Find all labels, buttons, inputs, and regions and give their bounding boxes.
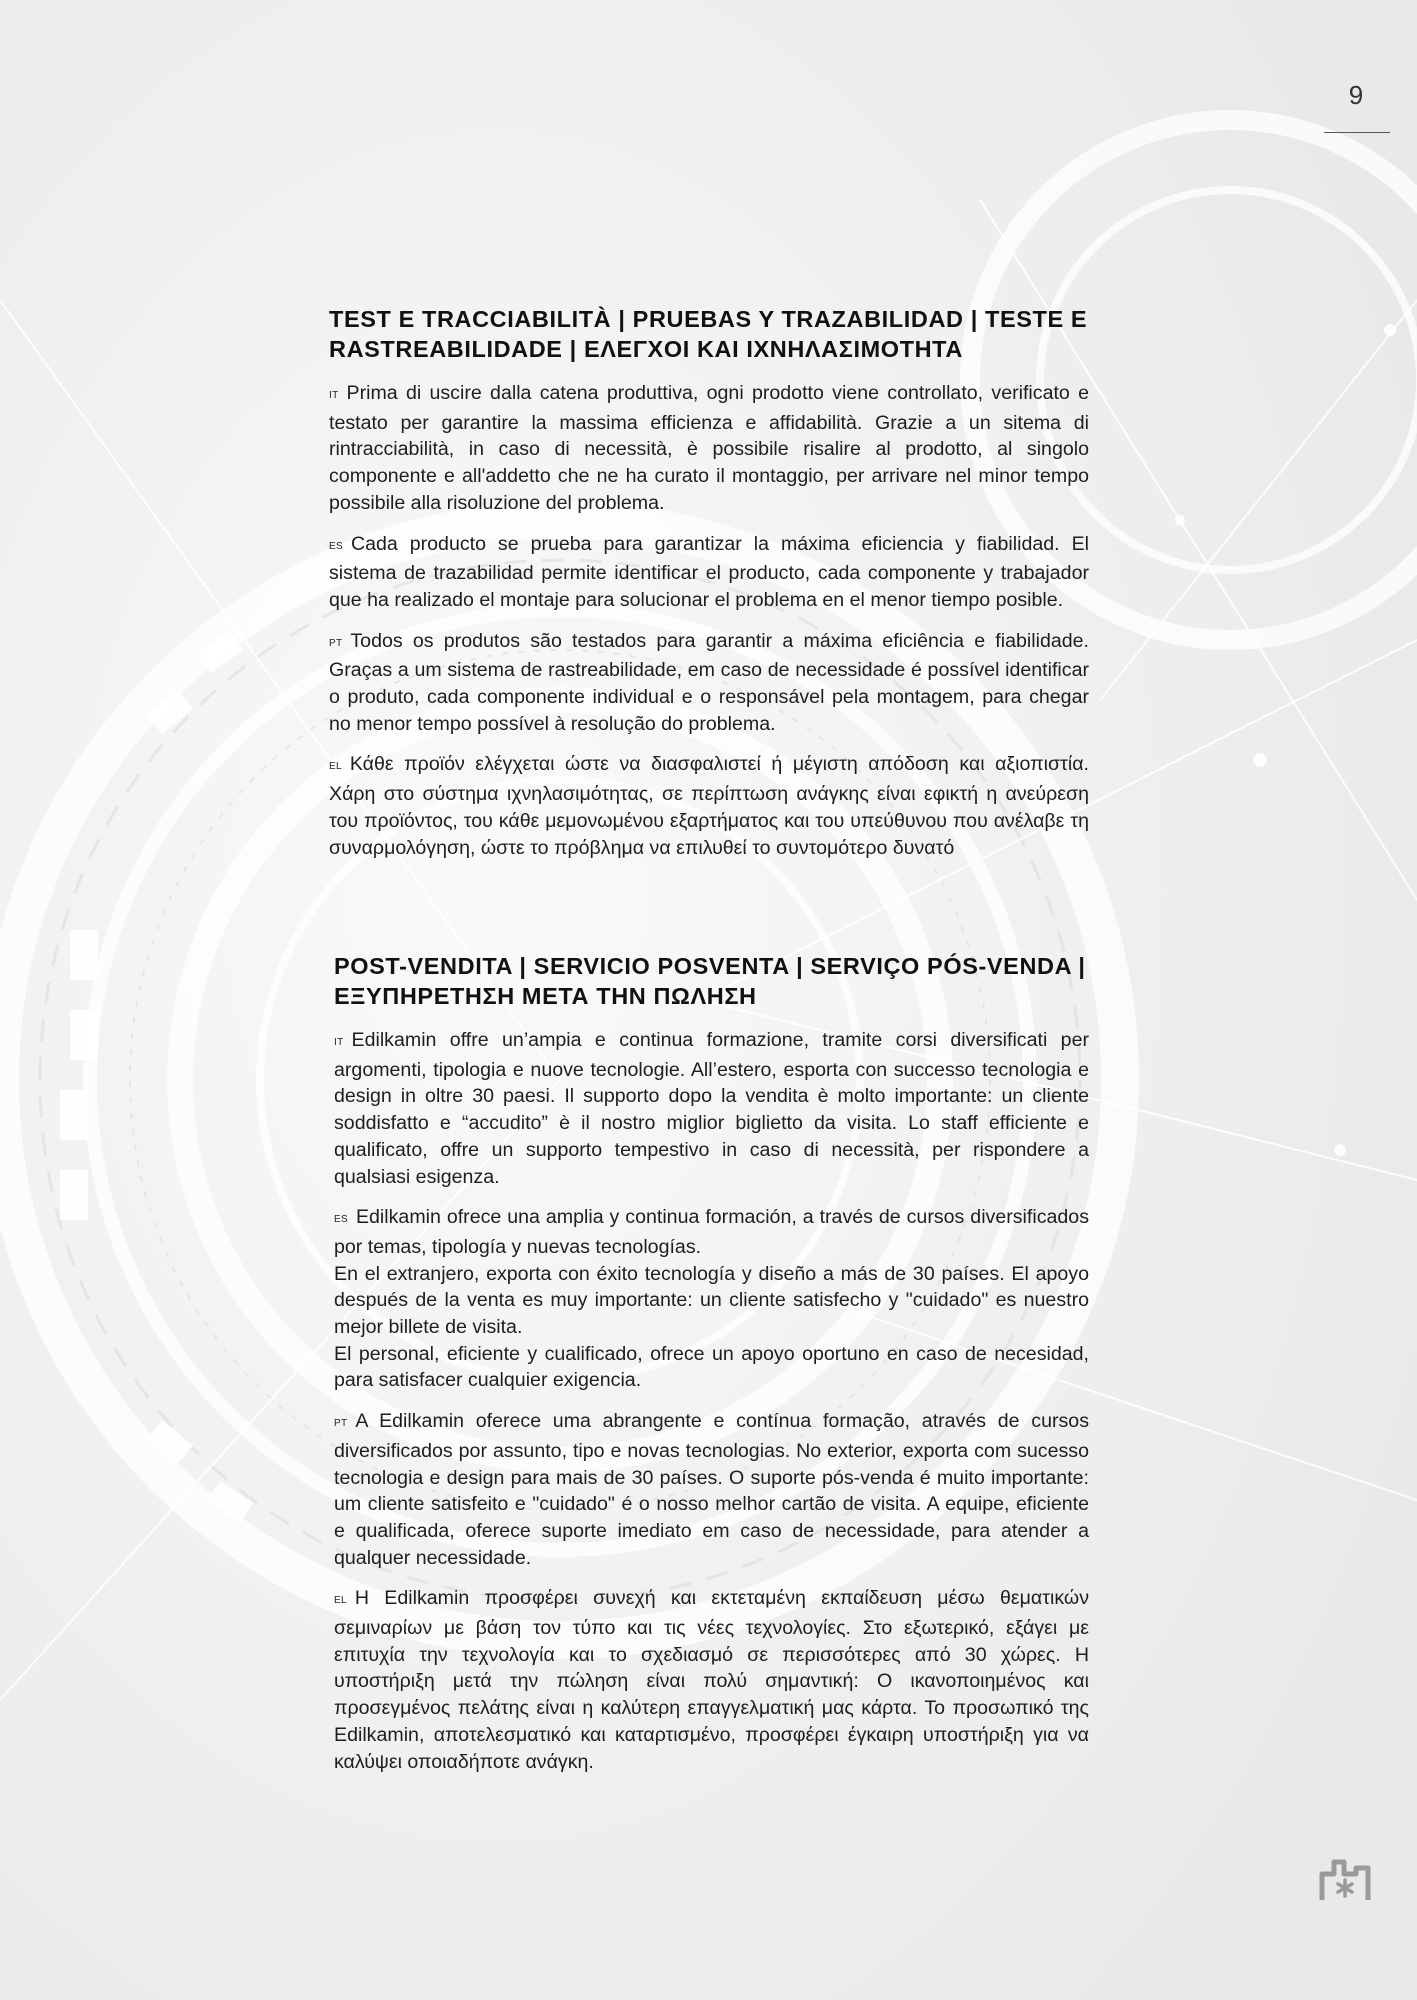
paragraph-text: Cada producto se prueba para garantizar la máxima eficiencia y fiabilidad. El sistema de trazabilidad permite identificar el producto, cada componente y trabajador que ha realizado el montaje para solucionar el problema en el menor tiempo posible. xyxy=(329,532,1089,611)
paragraph-es xyxy=(329,531,1089,614)
language-tag: EL xyxy=(329,761,342,773)
paragraph-el xyxy=(334,1585,1089,1775)
paragraph-text: El personal, eficiente y cualificado, ofrece un apoyo oportuno en caso de necesidad, para satisfacer cualquier exigencia. xyxy=(334,1342,1089,1392)
language-tag: PT xyxy=(329,637,343,649)
page-number: 9 xyxy=(1348,80,1364,110)
paragraph-text: Todos os produtos são testados para garantir a máxima eficiência e fiabilidade. Graças a um sistema de rastreabilidade, em caso de necessidade é possível identificar o produto, cada componente individual e o responsável pela montagem, para chegar no menor tempo possível à resolução do problema. xyxy=(329,629,1089,735)
paragraph-it xyxy=(334,1027,1089,1190)
section-traceability xyxy=(329,304,1089,875)
page-number-rule xyxy=(1324,132,1390,133)
brand-logo-icon xyxy=(1318,1854,1372,1902)
language-tag: ES xyxy=(334,1214,348,1226)
paragraph-text: Η Edilkamin προσφέρει συνεχή και εκτεταμένη εκπαίδευση μέσω θεματικών σεμιναρίων με βάση τον τύπο και τις νέες τεχνολογίες. Στο εξωτερικό, εξάγει με επιτυχία την τεχνολογία και το σχεδιασμό σε περισσότερες από 30 χώρες. Η υποστήριξη μετά την πώληση είναι πολύ σημαντική: Ο ικανοποιημένος και προσεγμένος πελάτης είναι η καλύτερη επαγγελματική μας κάρτα. Το προσωπικό της Edilkamin, αποτελεσματικό και καταρτισμένο, προσφέρει έγκαιρη υποστήριξη για να καλύψει οποιαδήποτε ανάγκη. xyxy=(334,1587,1089,1773)
section-after-sales xyxy=(334,951,1089,1789)
paragraph-text: Edilkamin offre un’ampia e continua formazione, tramite corsi diversificati per argomenti, tipologia e nuove tecnologie. All’estero, esporta con successo tecnologia e design in oltre 30 paesi. Il supporto dopo la vendita è molto importante: un cliente soddisfatto e “accudito” è il nostro miglior biglietto da visita. Lo staff efficiente e qualificato, offre un supporto tempestivo in caso di necessità, per rispondere a qualsiasi esigenza. xyxy=(334,1029,1089,1188)
paragraph-pt xyxy=(329,628,1089,738)
language-tag: IT xyxy=(334,1037,344,1048)
language-tag: PT xyxy=(334,1418,348,1430)
language-tag: IT xyxy=(329,390,339,401)
language-tag: ES xyxy=(329,540,343,552)
paragraph-pt xyxy=(334,1408,1089,1571)
paragraph-text: En el extranjero, exporta con éxito tecnología y diseño a más de 30 países. El apoyo después de la venta es muy importante: un cliente satisfecho y "cuidado" es nuestro mejor billete de visita. xyxy=(334,1262,1089,1339)
paragraph-it xyxy=(329,380,1089,517)
paragraph-text: A Edilkamin oferece uma abrangente e contínua formação, através de cursos diversificados por assunto, tipo e novas tecnologias. No exterior, exporta com sucesso tecnologia e design para mais de 30 países. O suporte pós-venda é muito importante: um cliente satisfeito e "cuidado" é o nosso melhor cartão de visita. A equipe, eficiente e qualificada, oferece suporte imediato em caso de necessidade, para atender a qualquer necessidade. xyxy=(334,1410,1089,1569)
paragraph-el xyxy=(329,751,1089,861)
language-tag: EL xyxy=(334,1595,347,1607)
paragraph-text: Edilkamin ofrece una amplia y continua formación, a través de cursos diversificados por temas, tipología y nuevas tecnologías. xyxy=(334,1206,1089,1258)
paragraph-text: Κάθε προϊόν ελέγχεται ώστε να διασφαλιστεί ή μέγιστη απόδοση και αξιοπιστία. Χάρη στο σύστημα ιχνηλασιμότητας, σε περίπτωση ανάγκης είναι εφικτή η ανεύρεση του προϊόντος, του κάθε μεμονωμένου εξαρτήματος και του υπεύθυνου που ανέλαβε τη συναρμολόγηση, ώστε το πρόβλημα να επιλυθεί το συντομότερο δυνατό xyxy=(329,753,1089,859)
paragraph-es xyxy=(334,1204,1089,1394)
section-title: TEST E TRACCIABILITÀ | PRUEBAS Y TRAZABILIDAD | TESTE E RASTREABILIDADE | ΕΛΕΓΧΟΙ ΚΑΙ ΙΧΝΗΛΑΣΙΜΟΤΗΤΑ xyxy=(329,306,1088,362)
paragraph-text: Prima di uscire dalla catena produttiva, ogni prodotto viene controllato, verificato e testato per garantire la massima efficienza e affidabilità. Grazie a un sitema di rintracciabilità, in caso di necessità, è possibile risalire al prodotto, al singolo componente e all'addetto che ne ha curato il montaggio, per arrivare nel minor tempo possibile alla risoluzione del problema. xyxy=(329,382,1089,514)
section-title: POST-VENDITA | SERVICIO POSVENTA | SERVIÇO PÓS-VENDA | ΕΞΥΠΗΡΕΤΗΣΗ ΜΕΤΑ ΤΗΝ ΠΩΛΗΣΗ xyxy=(334,953,1086,1009)
